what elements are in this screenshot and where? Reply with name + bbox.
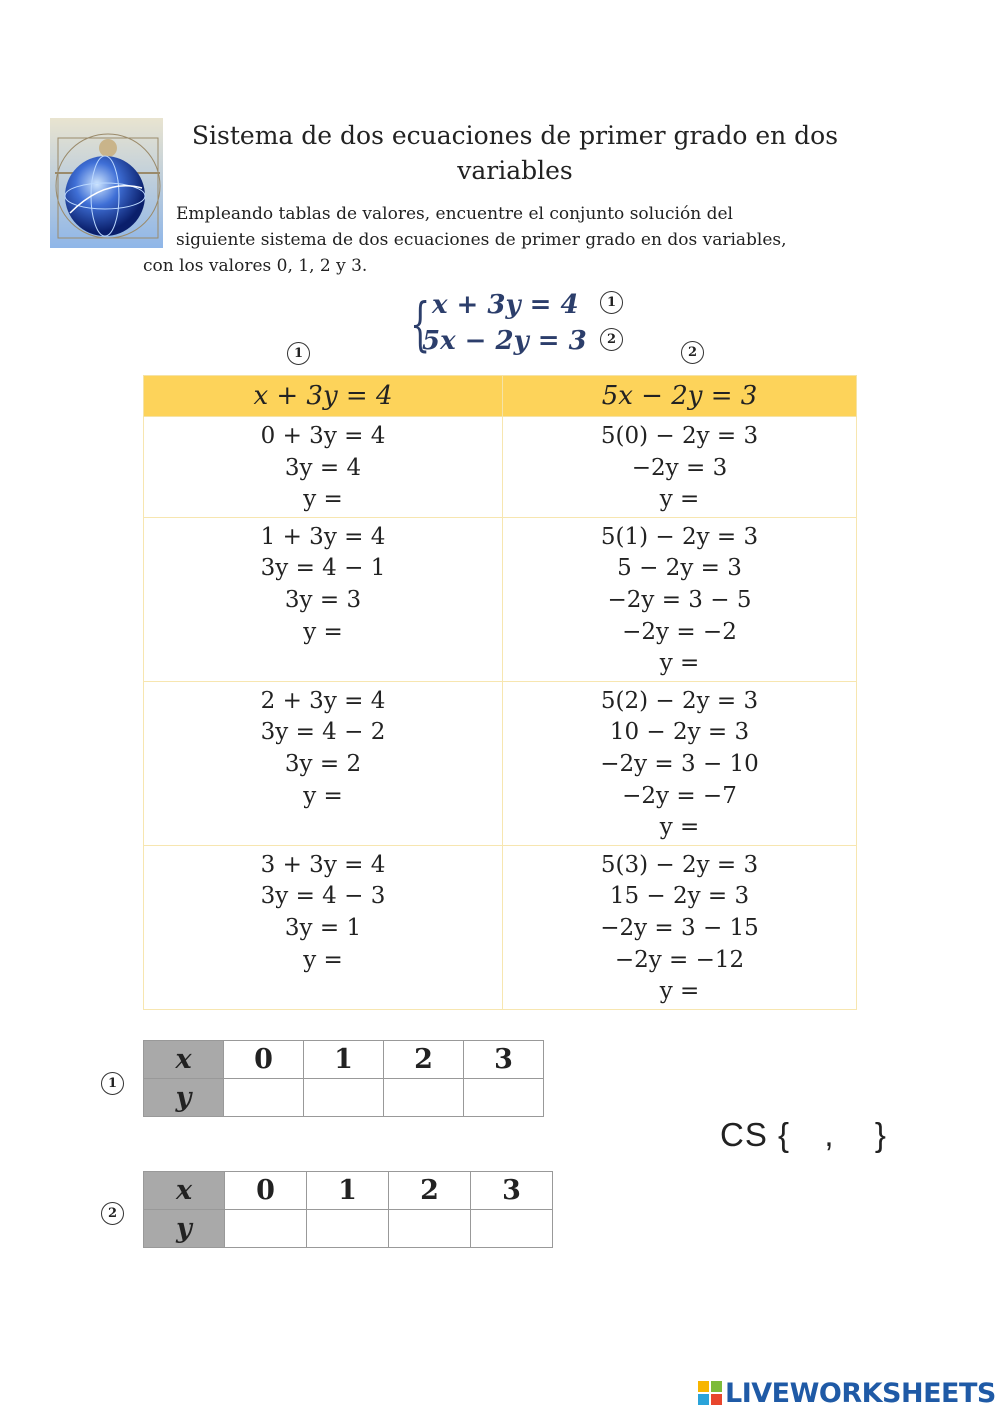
work-line: −2y = 3 − 5	[607, 586, 752, 613]
work-line: y =	[659, 978, 700, 1005]
work-line: −2y = 3 − 10	[600, 750, 759, 777]
work-line: 3 + 3y = 4	[260, 851, 386, 878]
work-line: y =	[303, 618, 343, 645]
system-equation-1: x + 3y = 4	[432, 290, 579, 320]
y-header: y	[144, 1210, 225, 1248]
table-row	[144, 845, 857, 1009]
x-value: 0	[225, 1172, 307, 1210]
work-line: 15 − 2y = 3	[609, 883, 750, 910]
work-line: −2y = 3	[631, 454, 728, 481]
work-line: −2y = 3 − 15	[600, 914, 759, 941]
value-table-1-label-icon: 1	[101, 1072, 124, 1095]
x-value: 3	[464, 1041, 544, 1079]
equation-1-label-icon: 1	[600, 291, 623, 314]
work-line: y =	[659, 650, 700, 677]
brand-text: LIVEWORKSHEETS	[725, 1378, 996, 1409]
work-line: 3y = 1	[284, 914, 362, 941]
instructions	[143, 201, 858, 279]
column-2-label-icon: 2	[681, 341, 704, 364]
x-value: 2	[389, 1172, 471, 1210]
value-table-2	[143, 1171, 553, 1248]
y-input-cell[interactable]	[307, 1210, 389, 1248]
x-value: 1	[304, 1041, 384, 1079]
work-cell-left-2	[144, 681, 503, 845]
y-input-cell[interactable]	[304, 1079, 384, 1117]
y-input-cell[interactable]	[225, 1210, 307, 1248]
work-line: y =	[303, 782, 343, 809]
value-table-1	[143, 1040, 544, 1117]
work-line: 3y = 4 − 3	[260, 883, 386, 910]
x-header: x	[144, 1172, 225, 1210]
work-line: 5(3) − 2y = 3	[600, 851, 759, 878]
work-line: −2y = −7	[622, 782, 737, 809]
work-table-header-row	[144, 376, 857, 417]
liveworksheets-logo-icon	[698, 1381, 722, 1405]
work-line: y =	[659, 486, 700, 513]
work-line: −2y = −12	[614, 946, 745, 973]
work-line: 3y = 3	[284, 586, 362, 613]
work-line: 5(1) − 2y = 3	[600, 523, 759, 550]
liveworksheets-brand	[698, 1378, 996, 1409]
work-cell-right-1	[503, 517, 857, 681]
work-line: 1 + 3y = 4	[260, 523, 386, 550]
instructions-line-3: con los valores 0, 1, 2 y 3.	[143, 256, 368, 276]
work-table	[143, 375, 857, 1010]
table-row	[144, 517, 857, 681]
solution-set-separator: ,	[824, 1116, 835, 1153]
y-input-cell[interactable]	[471, 1210, 553, 1248]
brace-icon: {	[410, 290, 431, 358]
work-cell-right-3	[503, 845, 857, 1009]
column-1-label-icon: 1	[287, 342, 310, 365]
value-table-2-label-icon: 2	[101, 1202, 124, 1225]
table-row	[144, 417, 857, 518]
y-input-cell[interactable]	[464, 1079, 544, 1117]
work-table-header-1: x + 3y = 4	[144, 376, 503, 417]
solution-set-open-brace: {	[778, 1116, 791, 1153]
solution-set-close-brace: }	[874, 1116, 887, 1153]
x-header: x	[144, 1041, 224, 1079]
y-header: y	[144, 1079, 224, 1117]
work-line: 3y = 4	[284, 454, 362, 481]
instructions-line-2: siguiente sistema de dos ecuaciones de primer grado en dos variables,	[176, 230, 787, 250]
work-line: 5(2) − 2y = 3	[600, 687, 759, 714]
work-line: 10 − 2y = 3	[609, 719, 750, 746]
work-line: 3y = 4 − 1	[260, 555, 386, 582]
equation-2-label-icon: 2	[600, 328, 623, 351]
x-value: 2	[384, 1041, 464, 1079]
work-line: 0 + 3y = 4	[260, 423, 386, 449]
work-line: 5(0) − 2y = 3	[600, 423, 759, 449]
work-cell-left-0	[144, 417, 503, 518]
y-input-cell[interactable]	[384, 1079, 464, 1117]
x-value: 1	[307, 1172, 389, 1210]
work-cell-left-1	[144, 517, 503, 681]
work-line: −2y = −2	[622, 618, 737, 645]
x-value: 3	[471, 1172, 553, 1210]
work-cell-right-2	[503, 681, 857, 845]
work-line: 3y = 4 − 2	[260, 719, 386, 746]
work-cell-right-0	[503, 417, 857, 518]
x-value: 0	[224, 1041, 304, 1079]
instructions-line-1: Empleando tablas de valores, encuentre el conjunto solución del	[176, 204, 733, 224]
y-input-cell[interactable]	[389, 1210, 471, 1248]
solution-set	[720, 1116, 887, 1154]
work-line: y =	[303, 486, 343, 513]
work-line: 2 + 3y = 4	[260, 687, 386, 714]
work-line: 3y = 2	[284, 750, 362, 777]
system-equation-2: 5x − 2y = 3	[422, 326, 587, 356]
y-input-cell[interactable]	[224, 1079, 304, 1117]
work-line: 5 − 2y = 3	[617, 555, 742, 582]
work-line: y =	[303, 946, 343, 973]
page-title: Sistema de dos ecuaciones de primer grado en dos variables	[191, 121, 839, 185]
solution-set-label: CS	[720, 1116, 768, 1153]
work-line: y =	[659, 814, 700, 841]
work-cell-left-3	[144, 845, 503, 1009]
table-row	[144, 681, 857, 845]
work-table-header-2: 5x − 2y = 3	[503, 376, 857, 417]
